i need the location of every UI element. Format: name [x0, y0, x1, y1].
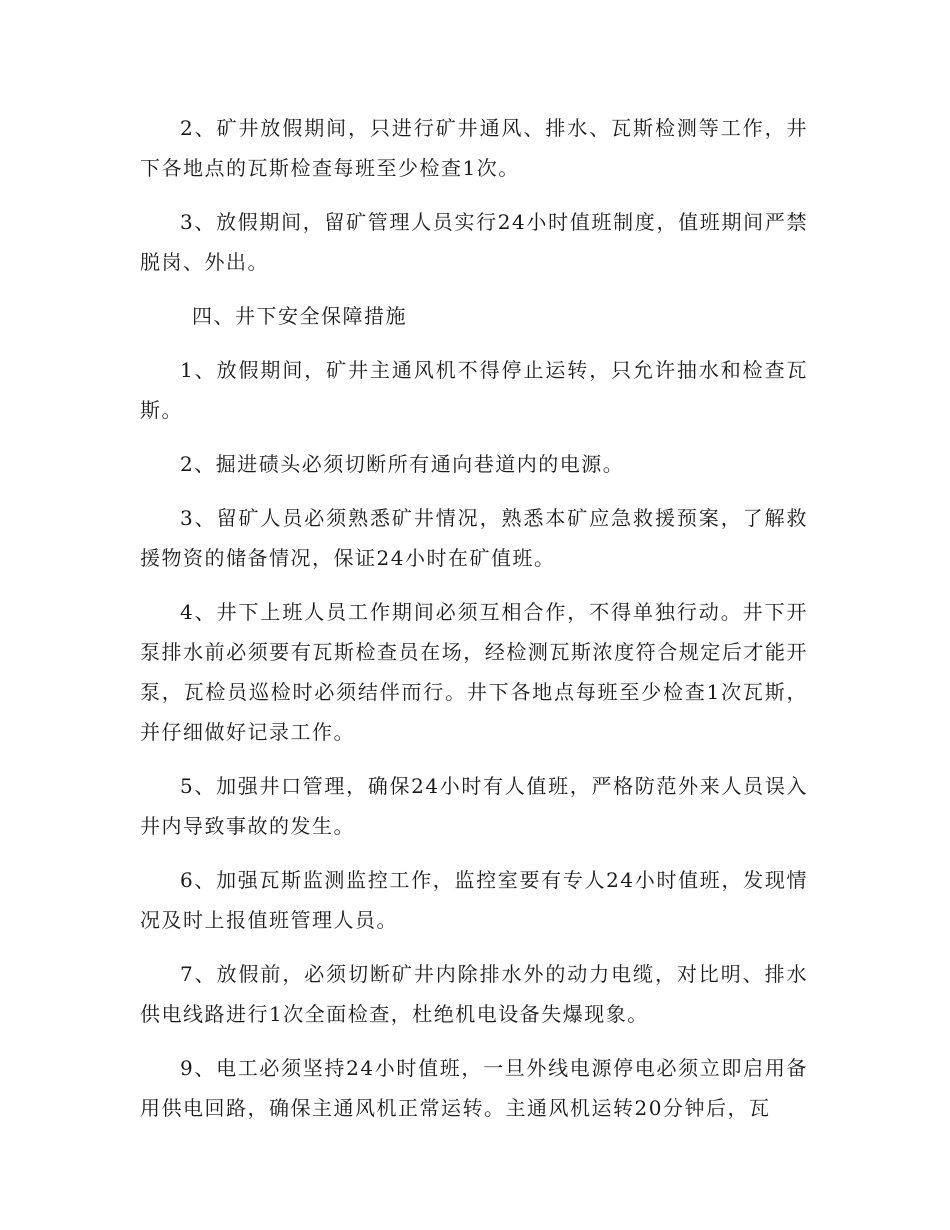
paragraph: 1、放假期间，矿井主通风机不得停止运转，只允许抽水和检查瓦斯。 [140, 358, 808, 422]
paragraph: 5、加强井口管理，确保24小时有人值班，严格防范外来人员误入井内导致事故的发生。 [140, 774, 808, 838]
paragraph: 2、矿井放假期间，只进行矿井通风、排水、瓦斯检测等工作，井下各地点的瓦斯检查每班至少检查1次。 [140, 116, 808, 180]
paragraph: 4、井下上班人员工作期间必须互相合作，不得单独行动。井下开泵排水前必须要有瓦斯检查员在场，经检测瓦斯浓度符合规定后才能开泵，瓦检员巡检时必须结伴而行。井下各地点每班至少检查1次瓦斯，并仔细做好记录工作。 [140, 600, 808, 744]
section-heading: 四、井下安全保障措施 [192, 304, 407, 328]
paragraph: 7、放假前，必须切断矿井内除排水外的动力电缆，对比明、排水供电线路进行1次全面检查，杜绝机电设备失爆现象。 [140, 962, 808, 1026]
paragraph: 2、掘进碛头必须切断所有通向巷道内的电源。 [180, 452, 625, 476]
paragraph: 3、留矿人员必须熟悉矿井情况，熟悉本矿应急救援预案，了解救援物资的储备情况，保证24小时在矿值班。 [140, 506, 808, 570]
paragraph: 3、放假期间，留矿管理人员实行24小时值班制度，值班期间严禁脱岗、外出。 [140, 210, 808, 274]
document-body [140, 108, 808, 1142]
paragraph: 9、电工必须坚持24小时值班，一旦外线电源停电必须立即启用备用供电回路，确保主通风机正常运转。主通风机运转20分钟后，瓦 [140, 1056, 808, 1120]
paragraph: 6、加强瓦斯监测监控工作，监控室要有专人24小时值班，发现情况及时上报值班管理人员。 [140, 868, 808, 932]
